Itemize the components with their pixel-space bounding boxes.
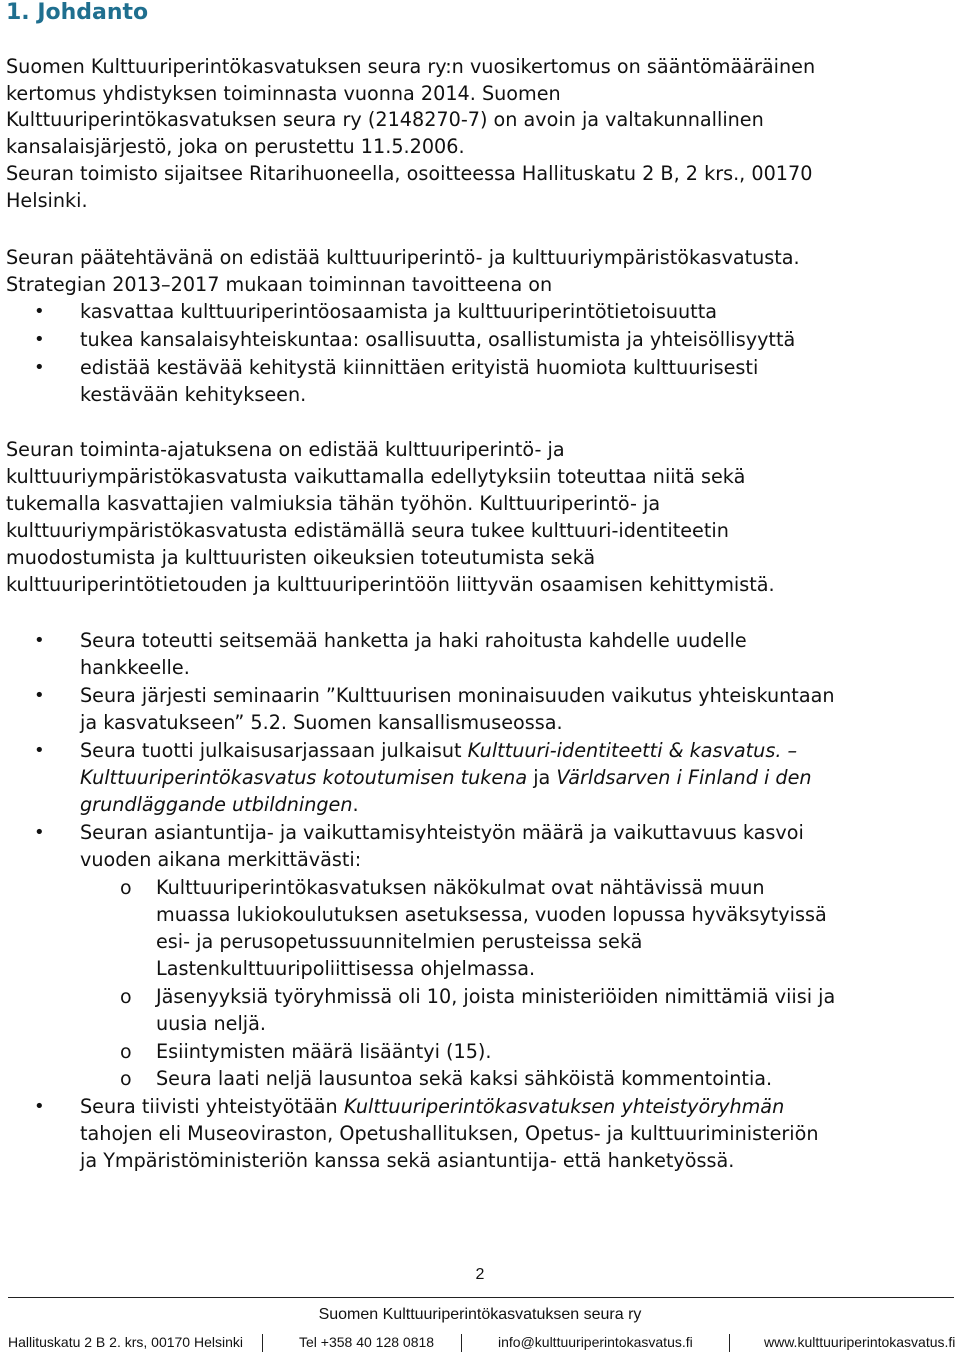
footer-address: Hallituskatu 2 B 2. krs, 00170 Helsinki: [8, 1334, 243, 1350]
intro-line: Suomen Kulttuuriperintökasvatuksen seura ry:n vuosikertomus on sääntömääräinen: [6, 55, 816, 78]
footer-contacts: [8, 1334, 954, 1354]
idea-line: kulttuuriperintötietouden ja kulttuuriperintöön liittyvän osaamisen kehittymistä.: [6, 573, 775, 596]
intro-line: Kulttuuriperintökasvatuksen seura ry (2148270-7) on avoin ja valtakunnallinen: [6, 108, 764, 131]
footer-org-name: Suomen Kulttuuriperintökasvatuksen seura ry: [318, 1306, 642, 1323]
publication-title: Världsarven i Finland i den: [556, 766, 812, 789]
highlight-text: ja: [527, 766, 557, 789]
highlight-line: ja kasvatukseen” 5.2. Suomen kansallismuseossa.: [80, 711, 563, 734]
sub-bullet-icon: o: [120, 1068, 132, 1090]
highlight-line: [80, 738, 797, 764]
idea-line: Seuran toiminta-ajatuksena on edistää kulttuuriperintö- ja: [6, 438, 565, 461]
intro-line: kansalaisjärjestö, joka on perustettu 11.5.2006.: [6, 135, 465, 158]
footer-email[interactable]: info@kulttuuriperintokasvatus.fi: [498, 1334, 693, 1350]
sub-item-line: Jäsenyyksiä työryhmissä oli 10, joista ministeriöiden nimittämiä viisi ja: [156, 985, 836, 1008]
bullet-icon: •: [34, 301, 45, 322]
highlight-text: .: [352, 793, 359, 816]
idea-line: tukemalla kasvattajien valmiuksia tähän työhön. Kulttuuriperintö- ja: [6, 492, 661, 515]
highlight-line: ja Ympäristöministeriön kanssa sekä asiantuntija- että hanketyössä.: [80, 1149, 735, 1172]
footer-separator: [262, 1334, 263, 1352]
idea-line: kulttuuriympäristökasvatusta edistämällä seura tukee kulttuuri-identiteetin: [6, 519, 729, 542]
sub-bullet-icon: o: [120, 877, 132, 899]
publication-title: Kulttuuriperintökasvatus kotoutumisen tukena: [80, 766, 528, 789]
footer-separator: [461, 1334, 462, 1352]
bullet-icon: •: [34, 630, 45, 651]
highlight-line: Seuran asiantuntija- ja vaikuttamisyhteistyön määrä ja vaikuttavuus kasvoi: [80, 821, 804, 844]
publication-title: grundläggande utbildningen: [80, 793, 353, 816]
footer-phone: Tel +358 40 128 0818: [299, 1334, 435, 1350]
strategy-item: tukea kansalaisyhteiskuntaa: osallisuutta, osallistumista ja yhteisöllisyyttä: [80, 328, 796, 351]
idea-line: muodostumista ja kulttuuristen oikeuksien toteutumista sekä: [6, 546, 596, 569]
intro-line: Helsinki.: [6, 189, 88, 212]
strategy-item: edistää kestävää kehitystä kiinnittäen erityistä huomiota kulttuurisesti: [80, 356, 759, 379]
strategy-line: Strategian 2013–2017 mukaan toiminnan tavoitteena on: [6, 273, 553, 296]
highlight-line: [80, 792, 359, 818]
intro-line: Seuran toimisto sijaitsee Ritarihuoneella, osoitteessa Hallituskatu 2 B, 2 krs., 00170: [6, 162, 813, 185]
sub-item-line: Seura laati neljä lausuntoa sekä kaksi sähköistä kommentointia.: [156, 1067, 773, 1090]
intro-line: kertomus yhdistyksen toiminnasta vuonna 2014. Suomen: [6, 82, 561, 105]
publication-title: Kulttuuri-identiteetti & kasvatus. –: [467, 739, 798, 762]
highlight-line: tahojen eli Museoviraston, Opetushallituksen, Opetus- ja kulttuuriministeriön: [80, 1122, 819, 1145]
footer-website[interactable]: www.kulttuuriperintokasvatus.fi: [764, 1334, 956, 1350]
strategy-item: kasvattaa kulttuuriperintöosaamista ja kulttuuriperintötietoisuutta: [80, 300, 717, 323]
sub-item-line: Kulttuuriperintökasvatuksen näkökulmat ovat nähtävissä muun: [156, 876, 765, 899]
sub-bullet-icon: o: [120, 986, 132, 1008]
highlight-line: [80, 1094, 784, 1120]
bullet-icon: •: [34, 822, 45, 843]
page-number: 2: [475, 1266, 485, 1283]
bullet-icon: •: [34, 357, 45, 378]
footer-divider: [8, 1297, 954, 1298]
strategy-item: kestävään kehitykseen.: [80, 383, 307, 406]
sub-bullet-icon: o: [120, 1041, 132, 1063]
sub-item-line: uusia neljä.: [156, 1012, 266, 1035]
highlight-text: Seura tuotti julkaisusarjassaan julkaisut: [80, 739, 468, 762]
idea-line: kulttuuriympäristökasvatusta vaikuttamalla edellytyksiin toteuttaa niitä sekä: [6, 465, 746, 488]
bullet-icon: •: [34, 685, 45, 706]
highlight-line: Seura järjesti seminaarin ”Kulttuurisen moninaisuuden vaikutus yhteiskuntaan: [80, 684, 835, 707]
bullet-icon: •: [34, 1096, 45, 1117]
mission-line: Seuran päätehtävänä on edistää kulttuuriperintö- ja kulttuuriympäristökasvatusta.: [6, 246, 800, 269]
highlight-line: hankkeelle.: [80, 656, 190, 679]
footer-separator: [729, 1334, 730, 1352]
group-name: Kulttuuriperintökasvatuksen yhteistyöryhmän: [343, 1095, 785, 1118]
bullet-icon: •: [34, 329, 45, 350]
sub-item-line: Esiintymisten määrä lisääntyi (15).: [156, 1040, 492, 1063]
section-heading: 1. Johdanto: [6, 0, 149, 25]
sub-item-line: esi- ja perusopetussuunnitelmien perusteissa sekä: [156, 930, 643, 953]
sub-item-line: muassa lukiokoulutuksen asetuksessa, vuoden lopussa hyväksytyissä: [156, 903, 827, 926]
highlight-line: Seura toteutti seitsemää hanketta ja haki rahoitusta kahdelle uudelle: [80, 629, 747, 652]
bullet-icon: •: [34, 740, 45, 761]
highlight-line: [80, 765, 812, 791]
highlight-text: Seura tiivisti yhteistyötään: [80, 1095, 344, 1118]
sub-item-line: Lastenkulttuuripoliittisessa ohjelmassa.: [156, 957, 536, 980]
highlight-line: vuoden aikana merkittävästi:: [80, 848, 362, 871]
